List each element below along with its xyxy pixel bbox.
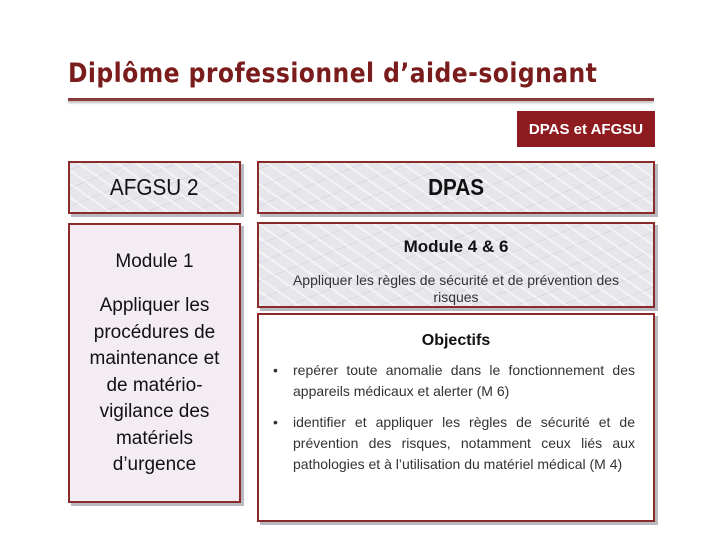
objective-text: repérer toute anomalie dans le fonctionnement des appareils médicaux et alerter (M 6) [293,362,635,399]
dpas-header-box [257,161,655,214]
objectives-list [271,360,635,485]
afgsu-header-box [68,161,241,214]
objective-item [271,360,635,402]
objectives-title: Objectifs [421,332,491,349]
dpas-module-title: Module 4 & 6 [403,237,509,256]
objective-text: identifier et appliquer les règles de sécurité et de prévention des risques, notamment ceux liés aux pathologies et à l’utilisation du matériel médical (M 4) [293,414,635,472]
bullet-icon: • [273,414,278,430]
afgsu-module-panel [68,223,241,503]
afgsu-module-title: Module 1 [115,251,194,272]
dpas-header-label: DPAS [428,174,484,200]
objective-item [271,412,635,475]
title-underline [68,98,654,101]
dpas-module-panel [257,222,655,308]
dpas-afgsu-tag: DPAS et AFGSU [517,111,655,147]
dpas-module-description: Appliquer les règles de sécurité et de prévention des risques [292,272,620,305]
slide-title: Diplôme professionnel d’aide-soignant [68,58,598,89]
afgsu-module-description: Appliquer les procédures de maintenance et de matério-vigilance des matériels d’urgence [89,295,220,475]
objectives-panel [257,313,655,522]
bullet-icon: • [273,362,278,378]
afgsu-header-label: AFGSU 2 [110,174,199,200]
